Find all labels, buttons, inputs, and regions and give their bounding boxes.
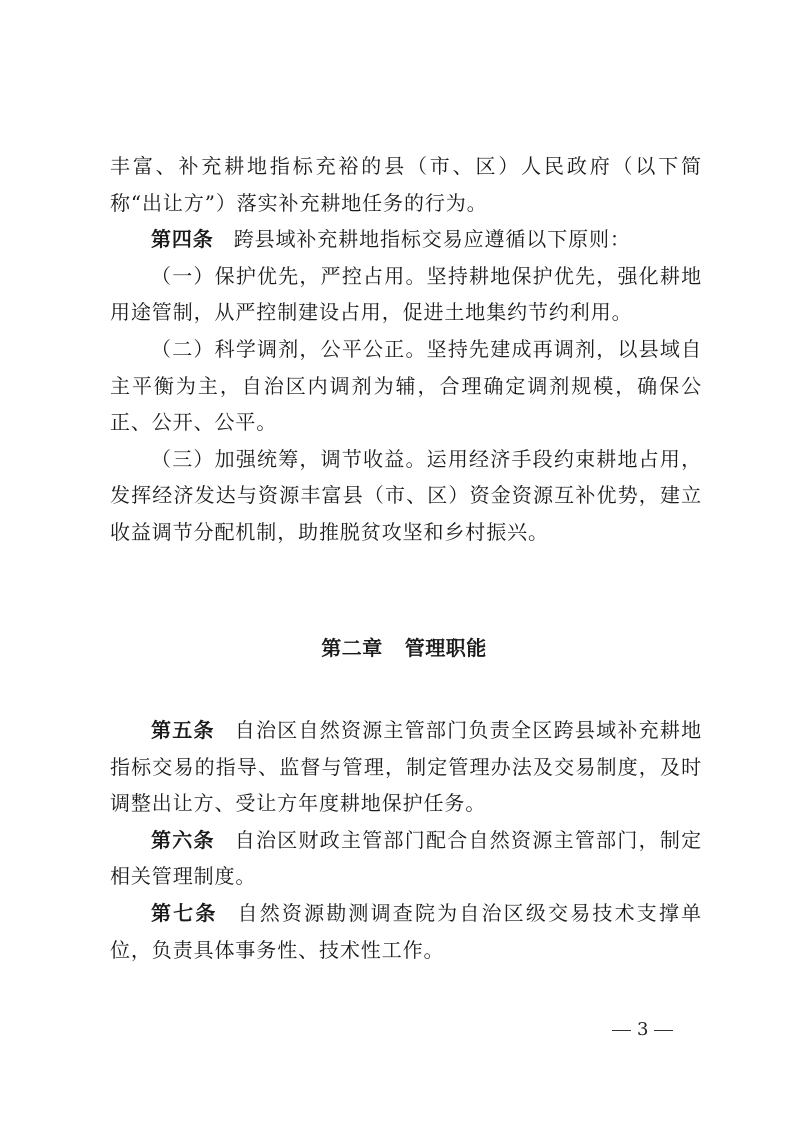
paragraph-text: 自然资源勘测调查院为自治区级交易技术支撑单位，负责具体事务性、技术性工作。 [110, 900, 703, 962]
article-label: 第六条 [151, 827, 215, 852]
dash-left [612, 1030, 631, 1031]
paragraph-text: （二）科学调剂，公平公正。坚持先建成再调剂，以县域自主平衡为主，自治区内调剂为辅，合理确定调剂规模，确保公正、公开、公平。 [110, 336, 702, 435]
paragraph-text: 自治区自然资源主管部门负责全区跨县域补充耕地指标交易的指导、监督与管理，制定管理办法及交易制度，及时调整出让方、受让方年度耕地保护任务。 [110, 718, 702, 816]
dash-right [654, 1030, 673, 1031]
paragraph-text: 跨县域补充耕地指标交易应遵循以下原则： [233, 227, 631, 252]
article-4 [110, 221, 702, 258]
paragraph-text: （一）保护优先，严控占用。坚持耕地保护优先，强化耕地用途管制，从严控制建设占用，促进土地集约节约利用。 [110, 263, 702, 325]
principle-3 [110, 441, 702, 551]
principle-2 [110, 331, 702, 441]
chapter-title: 管理职能 [404, 636, 487, 660]
paragraph-continuation [110, 148, 702, 221]
article-label: 第四条 [151, 227, 214, 252]
page-number-value: 3 [637, 1019, 649, 1040]
principle-1 [110, 258, 702, 331]
section-general-principles [110, 148, 702, 551]
page-number [606, 1018, 679, 1042]
article-label: 第七条 [151, 900, 218, 925]
paragraph-text: 自治区财政主管部门配合自然资源主管部门，制定相关管理制度。 [110, 827, 702, 889]
article-5 [110, 712, 702, 822]
paragraph-text: 丰富、补充耕地指标充裕的县（市、区）人民政府（以下简称“出让方”）落实补充耕地任务的行为。 [110, 154, 702, 215]
article-label: 第五条 [151, 718, 215, 742]
section-management-functions [110, 712, 702, 968]
chapter-number: 第二章 [321, 636, 383, 660]
article-7 [110, 895, 702, 968]
chapter-heading [0, 633, 800, 663]
paragraph-text: （三）加强统筹，调节收益。运用经济手段约束耕地占用，发挥经济发达与资源丰富县（市、区）资金资源互补优势，建立收益调节分配机制，助推脱贫攻坚和乡村振兴。 [110, 446, 702, 544]
article-6 [110, 822, 702, 895]
